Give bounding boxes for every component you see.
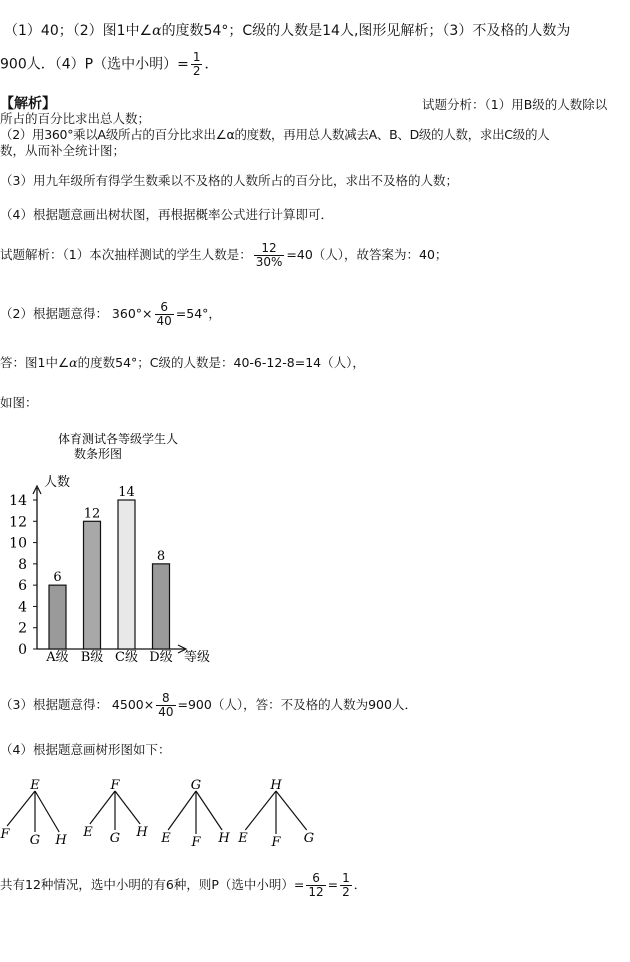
step1-text-a: 试题解析：（1）本次抽样测试的学生人数是： [0,247,252,262]
step3-frac-den: 40 [158,705,174,719]
conclusion-text-a: 共有12种情况，选中小明的有6种，则P（选中小明）= [0,877,305,892]
tree-branch [35,791,59,832]
y-tick-label: 6 [18,578,27,595]
solution-step-1 [0,242,447,269]
tree-root-label: H [270,778,282,793]
tree-child-label: H [218,831,230,846]
conclusion-fraction-1 [306,872,325,899]
step3-text-b: =900（人），答：不及格的人数为900人． [177,697,417,712]
y-tick-label: 8 [18,556,27,573]
y-tick-label: 0 [18,642,27,658]
step3-text-a: （3）根据题意得： 4500× [0,697,155,712]
y-tick-label: 14 [9,493,27,509]
analysis-header: 【解析】 [0,96,56,112]
conclusion-text-b: ． [353,877,367,892]
alpha-symbol-2: α [69,355,78,370]
conclusion [0,872,366,899]
analysis-line-2: （2）用360°乘以A级所占的百分比求出∠α的度数，再用总人数减去A、B、D级的人数，求出C级的人 [0,127,550,142]
bar-data-label: 12 [83,506,101,522]
tree-child-label: G [29,833,41,847]
solution-step-4: （4）根据题意画树形图如下： [0,742,171,757]
analysis-line-5: （4）根据题意画出树状图，再根据概率公式进行计算即可． [0,207,333,222]
step2-frac-num: 6 [155,301,174,315]
bar [118,500,135,649]
answer-part-1: （1）40；（2）图1中∠ [4,23,153,39]
answer-line-1 [4,22,570,40]
bar-chart [0,425,630,675]
tree-branch [7,791,35,826]
analysis-right-text: 试题分析：（1）用B级的人数除以 [422,97,608,112]
tree-branch [168,791,196,830]
step1-text-b: =40（人），故答案为：40； [286,247,448,262]
step2-frac-den: 40 [156,314,172,328]
solution-step-3 [0,692,417,719]
answer-part-3: 900人．（4）P（选中小明）= [0,56,189,73]
chart-x-label: 等级 [184,650,211,665]
tree-child-label: E [83,825,93,840]
x-category-label: D级 [149,650,173,665]
step3-frac-num: 8 [156,692,175,706]
y-tick-label: 12 [9,514,27,531]
answer-fraction [191,51,203,78]
as-shown-label: 如图： [0,395,38,410]
bar-data-label: 14 [118,485,135,500]
chart-title-line-2: 数条形图 [73,447,123,461]
bar [153,564,170,649]
tree-child-label: G [109,831,121,846]
chart-y-label: 人数 [44,475,71,490]
conclusion-equals: = [327,877,339,892]
step2-text-a: （2）根据题意得： 360°× [0,306,153,321]
conclusion-frac1-den: 12 [308,885,324,899]
tree-child-label: G [303,831,315,846]
tree-branch [90,791,115,824]
tree-child-label: H [55,833,67,847]
answer-part-4: ． [204,56,219,73]
step2-fraction [155,301,174,328]
tree-child-label: E [161,831,171,846]
tree-diagram [0,775,630,847]
analysis-line-1: 所占的百分比求出总人数； [0,111,151,126]
answer-line-2 [0,51,218,78]
step1-fraction [254,242,285,269]
bar [84,521,101,649]
tree-root-label: F [110,778,120,793]
tree-child-label: F [271,835,281,847]
step1-frac-den: 30% [255,255,283,269]
step1-frac-num: 12 [254,242,285,256]
bar-data-label: 6 [53,570,62,586]
y-tick-label: 10 [9,535,27,552]
tree-root-label: G [190,778,202,793]
conclusion-frac1-num: 6 [306,872,325,886]
conclusion-frac2-num: 1 [342,871,350,885]
tree-branch [245,791,276,830]
conclusion-frac2-den: 2 [342,885,350,899]
step3-fraction [156,692,175,719]
analysis-line-3: 数，从而补全统计图； [0,143,126,158]
alpha-symbol: α [152,23,162,39]
conclusion-fraction-2 [340,872,352,899]
x-category-label: C级 [115,650,138,665]
x-category-label: B级 [80,650,104,665]
answer-frac-den: 2 [192,64,201,78]
tree-child-label: F [191,835,201,847]
step2-answer-a: 答：图1中∠ [0,355,70,370]
tree-branch [276,791,307,830]
tree-branch [196,791,222,830]
y-tick-label: 2 [18,620,27,637]
y-tick-label: 4 [18,599,27,616]
tree-child-label: F [0,827,10,842]
tree-child-label: E [238,831,248,846]
solution-step-2 [0,301,221,328]
chart-title-line-1: 体育测试各等级学生人 [57,432,179,446]
x-category-label: A级 [46,650,69,665]
answer-part-2: 的度数54°；C级的人数是14人,图形见解析；（3）不及格的人数为 [161,23,571,39]
step2-answer-b: 的度数54°；C级的人数是：40-6-12-8=14（人）， [77,355,365,370]
tree-root-label: E [30,778,40,793]
step2-answer [0,354,365,372]
analysis-line-4: （3）用九年级所有得学生数乘以不及格的人数所占的百分比，求出不及格的人数； [0,173,458,188]
answer-frac-num: 1 [192,50,201,64]
tree-child-label: H [136,825,148,840]
bar [49,585,66,649]
step2-text-b: =54°， [175,306,221,321]
bar-data-label: 8 [156,548,166,564]
tree-branch [115,791,140,824]
